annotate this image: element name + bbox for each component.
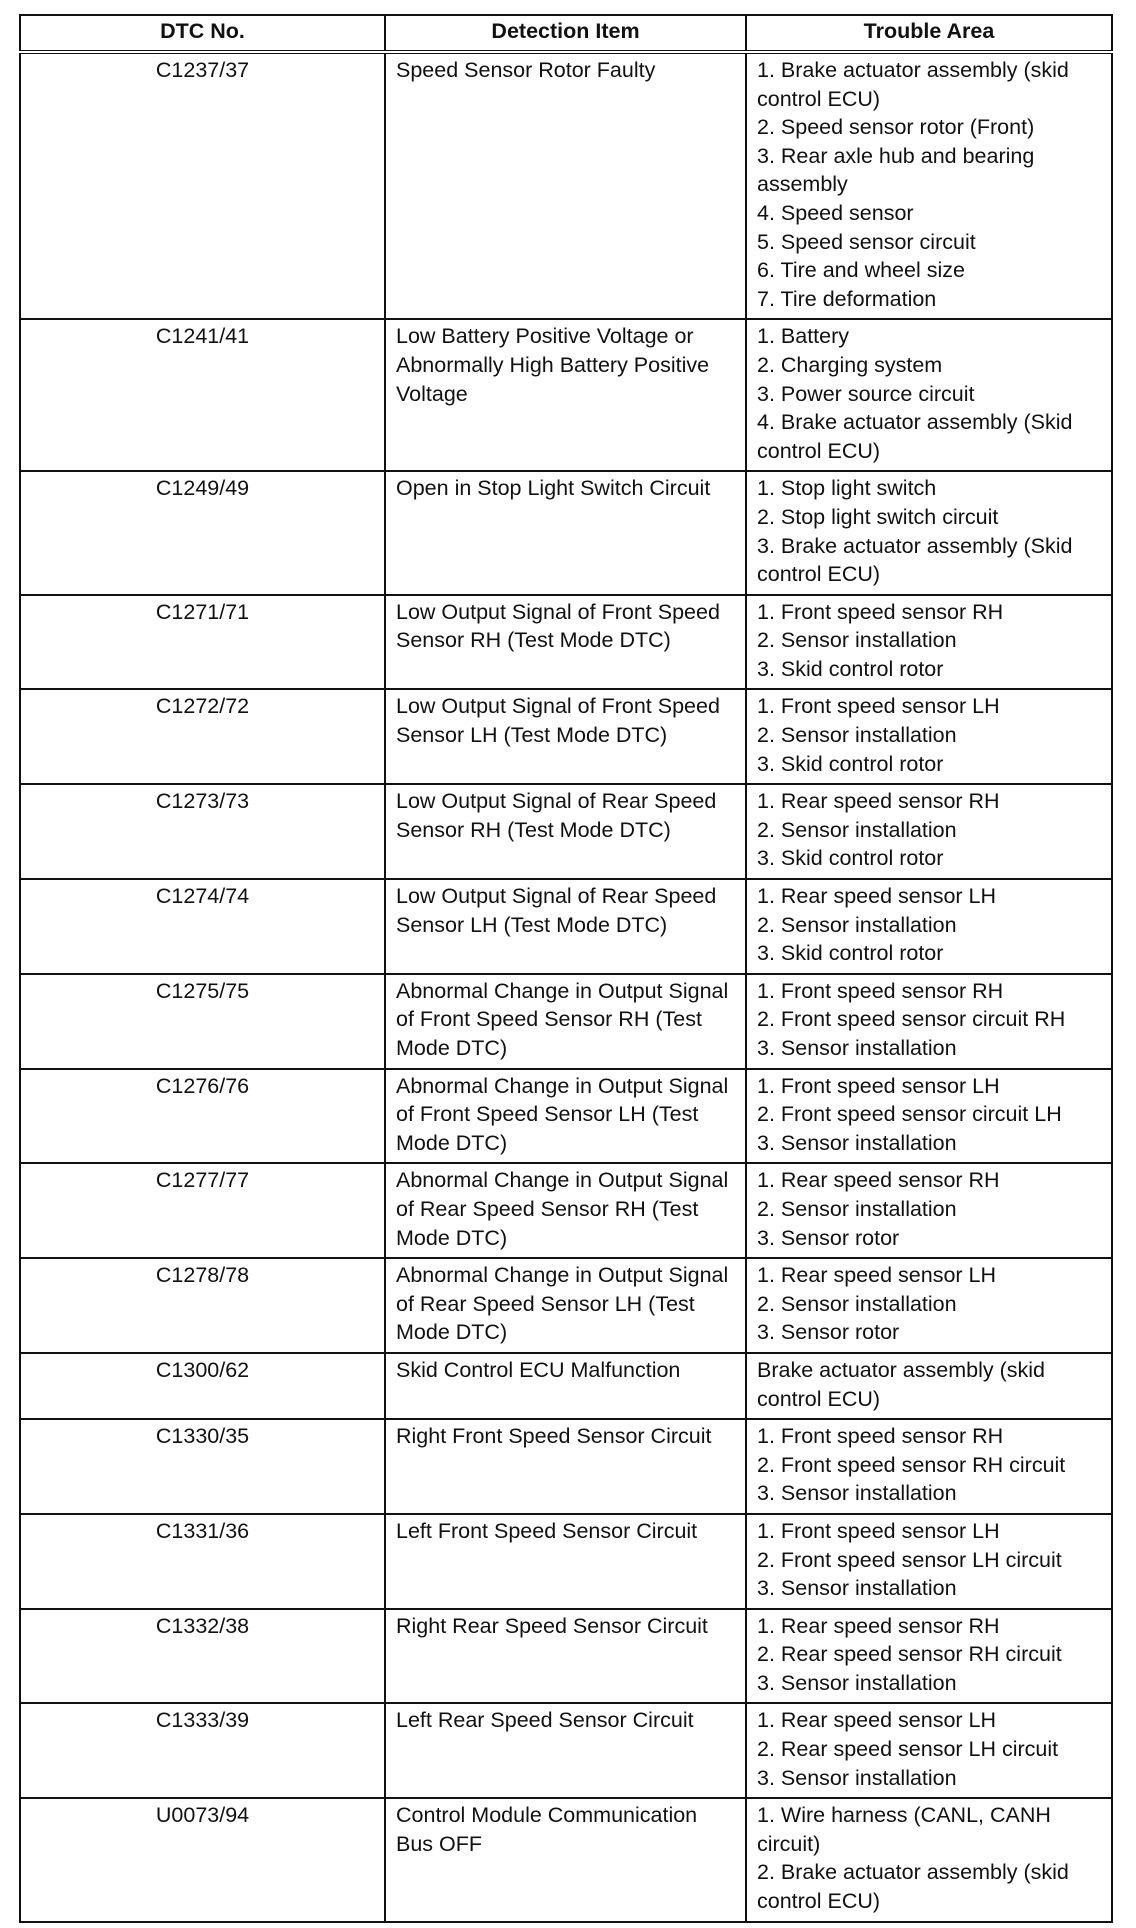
trouble-area-item: 1. Battery xyxy=(757,324,850,349)
dtc-number-cell: C1277/77 xyxy=(20,1163,385,1258)
detection-item-cell: Speed Sensor Rotor Faulty xyxy=(385,52,746,319)
trouble-area-item: 3. Power source circuit xyxy=(757,381,975,406)
table-header-row xyxy=(20,15,1112,52)
trouble-area-item: 1. Front speed sensor RH xyxy=(757,978,1004,1003)
trouble-area-item: 2. Sensor installation xyxy=(757,912,957,937)
dtc-number-cell: C1332/38 xyxy=(20,1609,385,1704)
trouble-area-item: Brake actuator assembly (skid control ECU) xyxy=(757,1357,1045,1411)
trouble-area-item: 4. Speed sensor xyxy=(757,200,914,225)
trouble-area-item: 1. Front speed sensor LH xyxy=(757,1518,1000,1543)
trouble-area-item: 3. Skid control rotor xyxy=(757,656,944,681)
header-detection-item: Detection Item xyxy=(385,15,746,52)
table-row xyxy=(20,1419,1112,1514)
trouble-area-item: 3. Rear axle hub and bearing assembly xyxy=(757,143,1035,197)
trouble-area-item: 1. Rear speed sensor RH xyxy=(757,789,1000,814)
detection-item-cell: Low Battery Positive Voltage or Abnormally High Battery Positive Voltage xyxy=(385,319,746,471)
dtc-number-cell: C1272/72 xyxy=(20,689,385,784)
trouble-area-cell xyxy=(746,879,1112,974)
dtc-number-cell: C1273/73 xyxy=(20,784,385,879)
trouble-area-cell xyxy=(746,1514,1112,1609)
detection-item-cell: Low Output Signal of Rear Speed Sensor LH (Test Mode DTC) xyxy=(385,879,746,974)
trouble-area-cell xyxy=(746,1609,1112,1704)
table-row xyxy=(20,1258,1112,1353)
trouble-area-item: 1. Front speed sensor LH xyxy=(757,1073,1000,1098)
trouble-area-cell xyxy=(746,319,1112,471)
trouble-area-item: 3. Skid control rotor xyxy=(757,846,944,871)
trouble-area-item: 1. Rear speed sensor RH xyxy=(757,1168,1000,1193)
trouble-area-item: 1. Wire harness (CANL, CANH circuit) xyxy=(757,1803,1051,1856)
trouble-area-item: 1. Rear speed sensor RH xyxy=(757,1613,1000,1638)
detection-item-cell: Abnormal Change in Output Signal of Front Speed Sensor LH (Test Mode DTC) xyxy=(385,1069,746,1164)
trouble-area-item: 2. Charging system xyxy=(757,352,943,377)
trouble-area-item: 3. Sensor rotor xyxy=(757,1320,900,1345)
table-row xyxy=(20,319,1112,471)
detection-item-cell: Right Front Speed Sensor Circuit xyxy=(385,1419,746,1514)
table-row xyxy=(20,595,1112,690)
dtc-number-cell: U0073/94 xyxy=(20,1798,385,1921)
trouble-area-cell xyxy=(746,1163,1112,1258)
table-row xyxy=(20,784,1112,879)
trouble-area-item: 1. Brake actuator assembly (skid control ECU) xyxy=(757,58,1069,111)
dtc-number-cell: C1278/78 xyxy=(20,1258,385,1353)
header-dtc-no: DTC No. xyxy=(20,15,385,52)
trouble-area-cell xyxy=(746,1069,1112,1164)
detection-item-cell: Abnormal Change in Output Signal of Rear Speed Sensor RH (Test Mode DTC) xyxy=(385,1163,746,1258)
trouble-area-item: 2. Sensor installation xyxy=(757,1196,957,1221)
dtc-number-cell: C1249/49 xyxy=(20,471,385,594)
table-row xyxy=(20,1163,1112,1258)
table-row xyxy=(20,1069,1112,1164)
trouble-area-item: 2. Speed sensor rotor (Front) xyxy=(757,115,1035,140)
trouble-area-item: 3. Sensor installation xyxy=(757,1576,957,1601)
trouble-area-item: 2. Front speed sensor circuit RH xyxy=(757,1007,1066,1032)
detection-item-cell: Control Module Communication Bus OFF xyxy=(385,1798,746,1921)
trouble-area-cell xyxy=(746,1258,1112,1353)
dtc-number-cell: C1241/41 xyxy=(20,319,385,471)
detection-item-cell: Left Rear Speed Sensor Circuit xyxy=(385,1703,746,1798)
trouble-area-item: 4. Brake actuator assembly (Skid control ECU) xyxy=(757,410,1073,463)
dtc-number-cell: C1333/39 xyxy=(20,1703,385,1798)
detection-item-cell: Skid Control ECU Malfunction xyxy=(385,1353,746,1419)
trouble-area-item: 2. Front speed sensor RH circuit xyxy=(757,1452,1066,1477)
dtc-number-cell: C1271/71 xyxy=(20,595,385,690)
trouble-area-item: 1. Front speed sensor LH xyxy=(757,694,1000,719)
table-row xyxy=(20,471,1112,594)
trouble-area-item: 3. Sensor installation xyxy=(757,1481,957,1506)
trouble-area-item: 3. Sensor installation xyxy=(757,1670,957,1695)
table-row xyxy=(20,879,1112,974)
trouble-area-cell xyxy=(746,1353,1112,1419)
trouble-area-item: 2. Sensor installation xyxy=(757,628,957,653)
trouble-area-item: 5. Speed sensor circuit xyxy=(757,229,976,254)
detection-item-cell: Left Front Speed Sensor Circuit xyxy=(385,1514,746,1609)
dtc-number-cell: C1275/75 xyxy=(20,974,385,1069)
trouble-area-item: 3. Brake actuator assembly (Skid control ECU) xyxy=(757,533,1073,587)
trouble-area-cell xyxy=(746,471,1112,594)
detection-item-cell: Abnormal Change in Output Signal of Rear Speed Sensor LH (Test Mode DTC) xyxy=(385,1258,746,1353)
trouble-area-item: 1. Front speed sensor RH xyxy=(757,1424,1004,1449)
trouble-area-cell xyxy=(746,52,1112,319)
trouble-area-item: 1. Rear speed sensor LH xyxy=(757,884,997,909)
dtc-number-cell: C1300/62 xyxy=(20,1353,385,1419)
trouble-area-cell xyxy=(746,974,1112,1069)
trouble-area-item: 3. Skid control rotor xyxy=(757,751,944,776)
trouble-area-item: 2. Sensor installation xyxy=(757,1291,957,1316)
dtc-number-cell: C1331/36 xyxy=(20,1514,385,1609)
detection-item-cell: Right Rear Speed Sensor Circuit xyxy=(385,1609,746,1704)
trouble-area-item: 1. Front speed sensor RH xyxy=(757,599,1004,624)
trouble-area-item: 2. Front speed sensor circuit LH xyxy=(757,1102,1062,1127)
dtc-number-cell: C1237/37 xyxy=(20,52,385,319)
trouble-area-cell xyxy=(746,595,1112,690)
table-row xyxy=(20,1514,1112,1609)
trouble-area-item: 3. Sensor installation xyxy=(757,1036,957,1060)
table-body xyxy=(20,52,1112,1922)
dtc-number-cell: C1274/74 xyxy=(20,879,385,974)
trouble-area-item: 3. Sensor installation xyxy=(757,1130,957,1155)
trouble-area-item: 3. Skid control rotor xyxy=(757,941,944,966)
table-row xyxy=(20,1798,1112,1921)
trouble-area-cell xyxy=(746,689,1112,784)
dtc-table xyxy=(19,14,1113,1923)
trouble-area-cell xyxy=(746,1798,1112,1921)
trouble-area-item: 2. Stop light switch circuit xyxy=(757,504,999,529)
table-row xyxy=(20,1609,1112,1704)
detection-item-cell: Abnormal Change in Output Signal of Front Speed Sensor RH (Test Mode DTC) xyxy=(385,974,746,1069)
table-row xyxy=(20,1353,1112,1419)
trouble-area-item: 3. Sensor rotor xyxy=(757,1225,900,1250)
table-row xyxy=(20,1703,1112,1798)
trouble-area-item: 6. Tire and wheel size xyxy=(757,258,965,283)
trouble-area-item: 2. Rear speed sensor RH circuit xyxy=(757,1642,1062,1667)
detection-item-cell: Low Output Signal of Rear Speed Sensor RH (Test Mode DTC) xyxy=(385,784,746,879)
trouble-area-item: 2. Sensor installation xyxy=(757,817,957,842)
trouble-area-item: 3. Sensor installation xyxy=(757,1765,957,1790)
trouble-area-item: 2. Front speed sensor LH circuit xyxy=(757,1547,1062,1572)
trouble-area-cell xyxy=(746,1703,1112,1798)
dtc-document xyxy=(19,14,1111,1923)
detection-item-cell: Low Output Signal of Front Speed Sensor LH (Test Mode DTC) xyxy=(385,689,746,784)
table-row xyxy=(20,974,1112,1069)
trouble-area-item: 1. Rear speed sensor LH xyxy=(757,1263,997,1288)
detection-item-cell: Open in Stop Light Switch Circuit xyxy=(385,471,746,594)
trouble-area-cell xyxy=(746,1419,1112,1514)
trouble-area-item: 1. Rear speed sensor LH xyxy=(757,1708,997,1733)
trouble-area-item: 1. Stop light switch xyxy=(757,476,937,501)
trouble-area-item: 2. Sensor installation xyxy=(757,723,957,748)
trouble-area-cell xyxy=(746,784,1112,879)
table-row xyxy=(20,52,1112,319)
trouble-area-item: 7. Tire deformation xyxy=(757,286,937,311)
detection-item-cell: Low Output Signal of Front Speed Sensor RH (Test Mode DTC) xyxy=(385,595,746,690)
table-row xyxy=(20,689,1112,784)
trouble-area-item: 2. Brake actuator assembly (skid control ECU) xyxy=(757,1860,1069,1914)
dtc-number-cell: C1330/35 xyxy=(20,1419,385,1514)
trouble-area-item: 2. Rear speed sensor LH circuit xyxy=(757,1737,1059,1762)
header-trouble-area: Trouble Area xyxy=(746,15,1112,52)
dtc-number-cell: C1276/76 xyxy=(20,1069,385,1164)
